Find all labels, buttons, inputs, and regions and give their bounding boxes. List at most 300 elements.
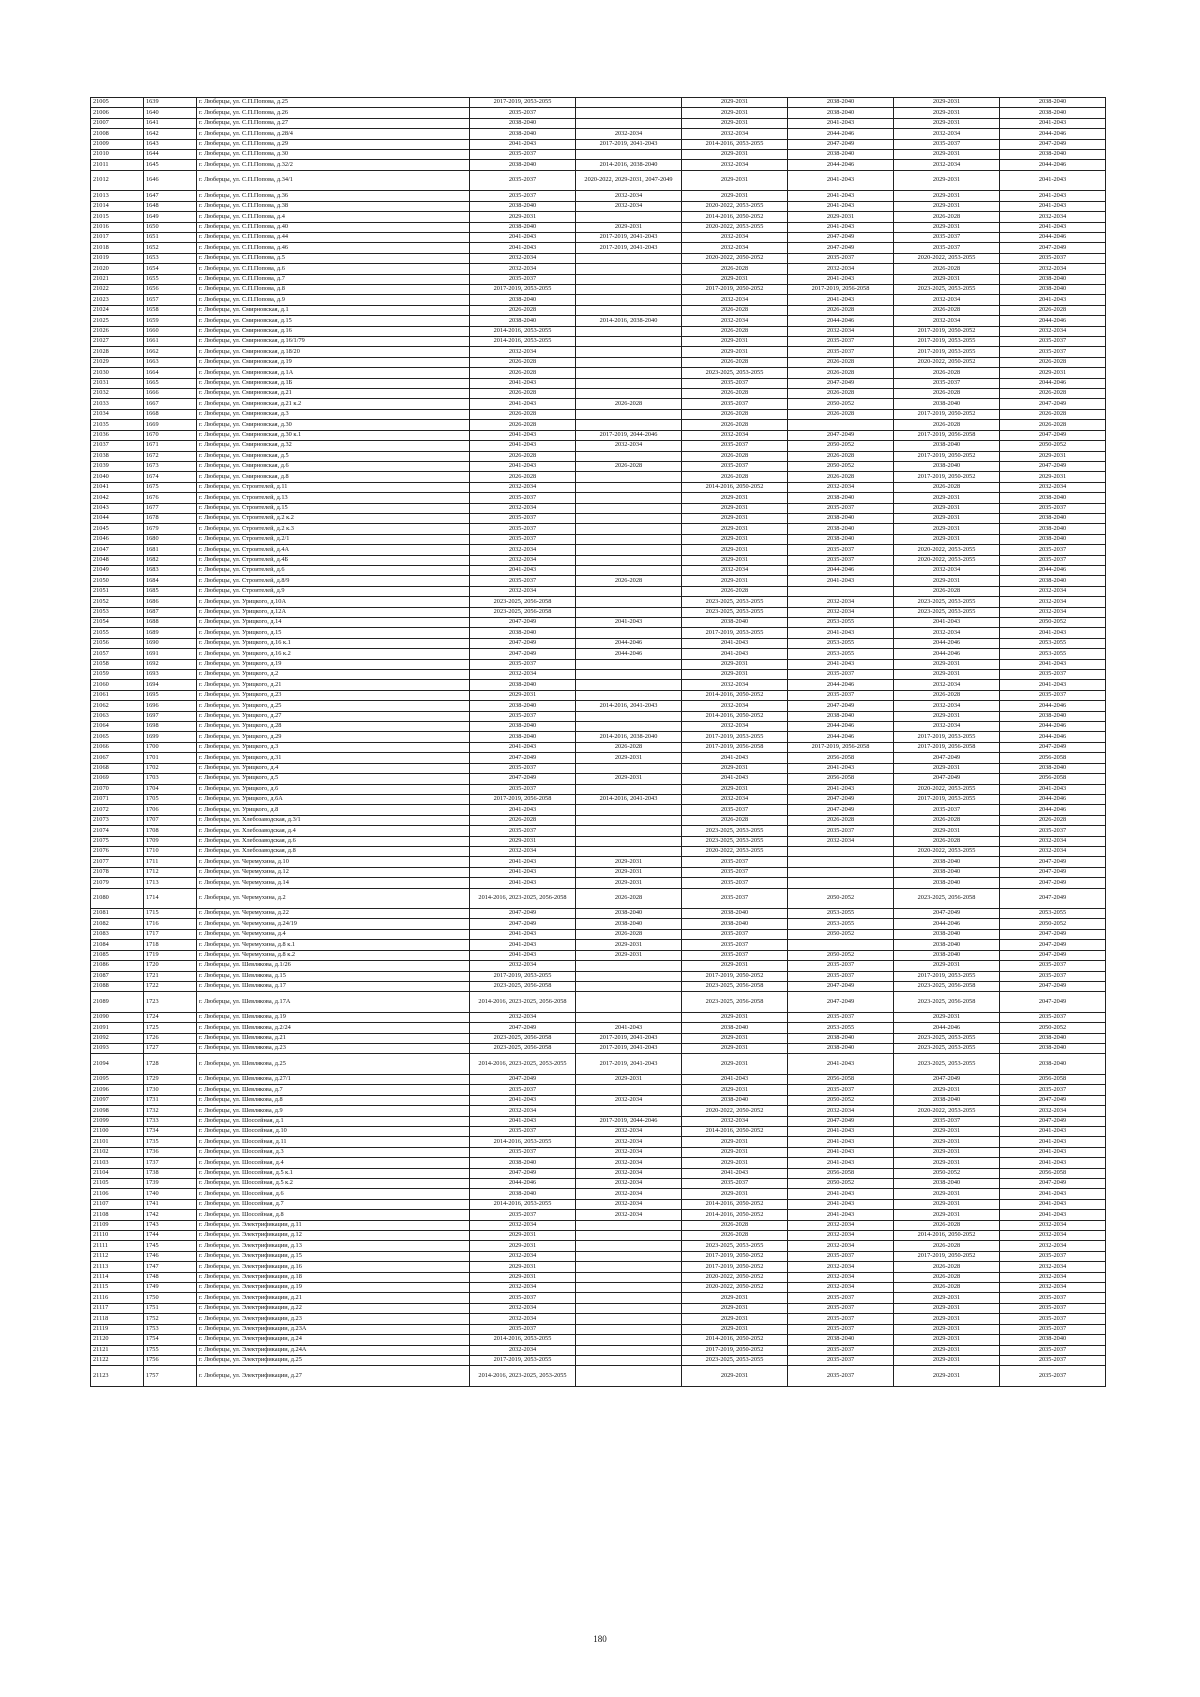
table-cell: г. Люберцы, ул. Шевлякова, д.27/1 [197,1074,470,1084]
table-row [91,649,1106,659]
table-cell: 1722 [144,981,197,991]
table-cell: 2047-2049 [1000,1116,1106,1126]
table-row [91,1158,1106,1168]
table-cell: 2026-2028 [576,929,682,939]
table-cell: 2035-2037 [470,108,576,118]
table-cell [576,1220,682,1230]
table-cell: 2038-2040 [894,940,1000,950]
table-cell: 1699 [144,732,197,742]
table-cell: 2035-2037 [788,1314,894,1324]
table-cell [576,763,682,773]
table-cell: 2017-2019, 2050-2052 [682,1345,788,1355]
table-cell: 2014-2016, 2053-2055 [682,139,788,149]
table-row [91,1044,1106,1054]
table-cell: 2032-2034 [1000,1231,1106,1241]
table-cell: 1679 [144,524,197,534]
table-cell: 2029-2031 [894,1158,1000,1168]
table-cell: г. Люберцы, ул. Смирновская, д.1Б [197,378,470,388]
table-cell: 1671 [144,441,197,451]
table-cell: 2023-2025, 2056-2058 [470,981,576,991]
table-row [91,326,1106,336]
table-cell: 2029-2031 [894,763,1000,773]
table-cell: 2041-2043 [1000,1158,1106,1168]
table-cell: 2038-2040 [470,316,576,326]
table-cell: 1750 [144,1293,197,1303]
table-cell [576,1303,682,1313]
table-cell: г. Люберцы, ул. С.П.Попова, д.30 [197,150,470,160]
table-cell: 1656 [144,285,197,295]
table-cell: 21059 [91,670,144,680]
table-cell: 2032-2034 [576,1189,682,1199]
table-cell: 21100 [91,1126,144,1136]
table-cell: 2020-2022, 2050-2052 [682,1283,788,1293]
table-cell: 2029-2031 [576,867,682,877]
table-cell: 2017-2019, 2041-2043 [576,243,682,253]
table-cell: 2029-2031 [576,1074,682,1084]
table-cell: 2032-2034 [1000,597,1106,607]
table-cell: 2026-2028 [894,368,1000,378]
table-row [91,118,1106,128]
table-cell: 2026-2028 [788,389,894,399]
table-row [91,1366,1106,1387]
table-row [91,815,1106,825]
table-cell: 2041-2043 [470,950,576,960]
table-row [91,378,1106,388]
table-cell: 2047-2049 [1000,243,1106,253]
table-cell: 2047-2049 [470,1168,576,1178]
table-cell [576,1345,682,1355]
table-cell: 2038-2040 [1000,576,1106,586]
table-cell: 21114 [91,1272,144,1282]
table-cell: 2041-2043 [788,659,894,669]
table-cell: 2029-2031 [470,1272,576,1282]
table-cell: 2038-2040 [894,441,1000,451]
table-cell: 2026-2028 [1000,357,1106,367]
table-cell: 2020-2022, 2053-2055 [894,253,1000,263]
table-cell: 2020-2022, 2053-2055 [894,784,1000,794]
table-cell [576,534,682,544]
table-cell: 2035-2037 [894,232,1000,242]
table-cell: 2035-2037 [1000,670,1106,680]
table-cell: 2035-2037 [788,1085,894,1095]
table-cell [576,118,682,128]
register-table-body [91,98,1106,1387]
table-cell: 21046 [91,534,144,544]
table-cell: 2035-2037 [894,805,1000,815]
table-cell: 2026-2028 [576,461,682,471]
table-cell [576,212,682,222]
table-cell: 2029-2031 [470,1241,576,1251]
table-cell: 2032-2034 [788,836,894,846]
table-cell: 21040 [91,472,144,482]
table-cell: 2032-2034 [894,628,1000,638]
table-cell: г. Люберцы, ул. Строителей, д.11 [197,482,470,492]
table-cell: 2026-2028 [1000,815,1106,825]
table-cell: 1672 [144,451,197,461]
table-cell: г. Люберцы, ул. Смирновская, д.8 [197,472,470,482]
table-cell [576,1324,682,1334]
table-cell: 2032-2034 [470,264,576,274]
table-cell: 2029-2031 [894,524,1000,534]
table-cell: 2041-2043 [788,784,894,794]
table-cell: 2038-2040 [470,680,576,690]
table-cell: 2035-2037 [788,1366,894,1387]
table-row [91,420,1106,430]
table-cell: г. Люберцы, ул. С.П.Попова, д.38 [197,201,470,211]
table-cell: 21031 [91,378,144,388]
table-cell: 1700 [144,742,197,752]
table-cell: 1748 [144,1272,197,1282]
table-cell: 2020-2022, 2029-2031, 2047-2049 [576,170,682,191]
table-cell [576,357,682,367]
table-cell: 2047-2049 [788,1116,894,1126]
table-cell: 2032-2034 [1000,607,1106,617]
table-cell: 21011 [91,160,144,170]
table-cell: г. Люберцы, ул. Урицкого, д.16 к.2 [197,649,470,659]
table-cell: 2029-2031 [576,753,682,763]
table-cell [788,878,894,888]
table-cell: 2032-2034 [682,722,788,732]
table-cell: 21044 [91,513,144,523]
table-cell: 2035-2037 [470,784,576,794]
table-cell: 21014 [91,201,144,211]
table-row [91,212,1106,222]
table-cell: 2041-2043 [470,857,576,867]
table-cell: 2035-2037 [1000,1345,1106,1355]
table-cell: 2038-2040 [894,929,1000,939]
table-cell: 2038-2040 [1000,763,1106,773]
table-cell: 2035-2037 [788,253,894,263]
table-cell: 1725 [144,1023,197,1033]
table-cell: 2047-2049 [1000,878,1106,888]
table-cell: г. Люберцы, ул. Шевлякова, д.1/26 [197,961,470,971]
table-cell: 2038-2040 [894,1095,1000,1105]
table-cell: 2038-2040 [894,857,1000,867]
table-cell: 2032-2034 [470,586,576,596]
table-cell: 21090 [91,1012,144,1022]
table-cell: 2032-2034 [788,1241,894,1251]
table-row [91,337,1106,347]
table-cell: 21039 [91,461,144,471]
table-cell: 2032-2034 [576,129,682,139]
table-cell: 1743 [144,1220,197,1230]
table-row [91,1106,1106,1116]
table-cell: г. Люберцы, ул. Строителей, д.4А [197,545,470,555]
table-cell: 2038-2040 [894,950,1000,960]
table-cell: 2035-2037 [470,826,576,836]
table-cell: г. Люберцы, ул. Шоссейная, д.10 [197,1126,470,1136]
table-cell: 1713 [144,878,197,888]
table-cell: 21027 [91,337,144,347]
table-row [91,1168,1106,1178]
table-cell [576,389,682,399]
table-cell: 2029-2031 [682,98,788,108]
table-cell [576,722,682,732]
table-cell: 2032-2034 [1000,1272,1106,1282]
table-cell: 21036 [91,430,144,440]
table-cell: 1657 [144,295,197,305]
table-cell: 2035-2037 [788,337,894,347]
table-cell: 2044-2046 [1000,378,1106,388]
table-cell: 1718 [144,940,197,950]
table-cell: 2032-2034 [788,1283,894,1293]
table-cell: 1755 [144,1345,197,1355]
table-cell [576,1251,682,1261]
table-row [91,98,1106,108]
table-cell: 21092 [91,1033,144,1043]
table-cell: 2017-2019, 2041-2043 [576,139,682,149]
table-cell: 1689 [144,628,197,638]
table-cell: 2026-2028 [682,815,788,825]
table-cell: 2041-2043 [788,170,894,191]
table-cell: 2041-2043 [470,940,576,950]
table-cell: 21076 [91,846,144,856]
table-cell: 21097 [91,1095,144,1105]
table-cell: г. Люберцы, ул. Хлебозаводская, д.6 [197,836,470,846]
table-row [91,1231,1106,1241]
table-cell: г. Люберцы, ул. Смирновская, д.21 к.2 [197,399,470,409]
table-cell: 2038-2040 [576,909,682,919]
table-cell: 21038 [91,451,144,461]
table-cell: 1667 [144,399,197,409]
table-cell: 2044-2046 [576,638,682,648]
table-cell: г. Люберцы, ул. Шоссейная, д.4 [197,1158,470,1168]
table-cell: 21055 [91,628,144,638]
table-row [91,753,1106,763]
table-cell: 2026-2028 [470,451,576,461]
table-row [91,430,1106,440]
table-cell [576,524,682,534]
table-cell: 2044-2046 [788,160,894,170]
table-cell: г. Люберцы, ул. Шоссейная, д.3 [197,1147,470,1157]
table-cell: 2035-2037 [894,139,1000,149]
table-cell: 2053-2055 [788,649,894,659]
table-cell: 1682 [144,555,197,565]
table-cell: 1691 [144,649,197,659]
table-cell: 2041-2043 [1000,659,1106,669]
table-cell: г. Люберцы, ул. Черемухина, д.22 [197,909,470,919]
table-cell: 2035-2037 [470,150,576,160]
table-cell: 2038-2040 [1000,1033,1106,1043]
table-cell [576,805,682,815]
table-cell: г. Люберцы, ул. С.П.Попова, д.27 [197,118,470,128]
table-cell: 1705 [144,794,197,804]
table-cell: 2029-2031 [682,961,788,971]
table-cell: 2035-2037 [1000,545,1106,555]
table-cell: 2035-2037 [682,867,788,877]
table-row [91,929,1106,939]
table-cell: 2041-2043 [1000,1199,1106,1209]
table-row [91,971,1106,981]
table-cell: 2038-2040 [470,201,576,211]
table-cell: 2032-2034 [470,1251,576,1261]
table-cell: 2038-2040 [788,493,894,503]
table-cell: 2032-2034 [894,701,1000,711]
page-number: 180 [593,1634,607,1644]
table-row [91,638,1106,648]
table-cell: 21089 [91,992,144,1013]
table-cell: 2029-2031 [682,659,788,669]
table-cell: 1655 [144,274,197,284]
table-cell: 2038-2040 [788,524,894,534]
table-cell: 2029-2031 [788,212,894,222]
table-cell: 2029-2031 [576,950,682,960]
table-cell: 2047-2049 [470,919,576,929]
table-cell: 2044-2046 [894,638,1000,648]
table-cell: г. Люберцы, ул. Смирновская, д.5 [197,451,470,461]
table-cell: 2029-2031 [894,1210,1000,1220]
table-cell: 21016 [91,222,144,232]
table-cell: 21007 [91,118,144,128]
table-cell: 2020-2022, 2050-2052 [682,1272,788,1282]
table-cell [576,1241,682,1251]
table-cell: 2029-2031 [894,191,1000,201]
table-cell: 21061 [91,690,144,700]
table-cell: 21113 [91,1262,144,1272]
table-cell: 2047-2049 [1000,1179,1106,1189]
table-cell: 2026-2028 [894,482,1000,492]
table-cell: 2038-2040 [788,108,894,118]
table-cell [576,108,682,118]
table-cell: г. Люберцы, ул. Строителей, д.2/1 [197,534,470,544]
table-cell: 2032-2034 [682,295,788,305]
table-cell: 2029-2031 [470,1231,576,1241]
table-cell: 2029-2031 [894,1085,1000,1095]
table-cell: 1698 [144,722,197,732]
table-row [91,1023,1106,1033]
table-cell: 2017-2019, 2041-2043 [576,1054,682,1075]
table-cell: 2035-2037 [470,274,576,284]
table-cell: 2035-2037 [470,659,576,669]
table-cell: 21123 [91,1366,144,1387]
table-cell: 2035-2037 [470,1126,576,1136]
table-cell: 2035-2037 [1000,503,1106,513]
table-row [91,389,1106,399]
table-cell: 2053-2055 [788,638,894,648]
table-cell: г. Люберцы, ул. Черемухина, д.8 к.2 [197,950,470,960]
table-cell: 2047-2049 [1000,742,1106,752]
table-cell: 1752 [144,1314,197,1324]
table-cell: г. Люберцы, ул. Шевлякова, д.15 [197,971,470,981]
table-cell: 2032-2034 [682,232,788,242]
table-cell: 2026-2028 [682,420,788,430]
table-cell: 21048 [91,555,144,565]
table-cell: 2023-2025, 2053-2055 [682,836,788,846]
table-cell: 2038-2040 [470,628,576,638]
table-cell: 2056-2058 [788,753,894,763]
table-cell: 2029-2031 [470,690,576,700]
table-cell [576,628,682,638]
table-cell: 2023-2025, 2056-2058 [682,992,788,1013]
table-cell: 2029-2031 [894,118,1000,128]
table-cell: 2020-2022, 2053-2055 [894,1106,1000,1116]
table-cell: 2029-2031 [682,118,788,128]
table-cell: 2029-2031 [894,98,1000,108]
table-cell: 2032-2034 [1000,264,1106,274]
table-cell: г. Люберцы, ул. Хлебозаводская, д.8 [197,846,470,856]
table-cell: 2020-2022, 2053-2055 [894,545,1000,555]
table-cell: 2047-2049 [470,649,576,659]
table-cell: 21078 [91,867,144,877]
table-cell: 2029-2031 [894,1147,1000,1157]
table-cell: 21082 [91,919,144,929]
table-row [91,1199,1106,1209]
table-cell: 2032-2034 [470,670,576,680]
table-row [91,295,1106,305]
table-cell: 21023 [91,295,144,305]
table-cell: 1749 [144,1283,197,1293]
table-cell: 2026-2028 [576,888,682,909]
table-cell: 2029-2031 [894,826,1000,836]
table-cell: г. Люберцы, ул. Строителей, д.8/9 [197,576,470,586]
table-cell: 2035-2037 [894,378,1000,388]
table-cell: г. Люберцы, ул. С.П.Попова, д.40 [197,222,470,232]
table-cell: 2053-2055 [1000,638,1106,648]
table-cell: 2026-2028 [576,576,682,586]
table-cell: 2029-2031 [682,784,788,794]
table-cell: 2017-2019, 2056-2058 [788,742,894,752]
table-cell: 2026-2028 [470,815,576,825]
table-cell [576,326,682,336]
table-cell: 2032-2034 [788,1220,894,1230]
table-cell: 2041-2043 [788,1054,894,1075]
table-cell: 2029-2031 [894,274,1000,284]
table-cell: 2047-2049 [1000,950,1106,960]
table-cell: 1644 [144,150,197,160]
table-cell: 1684 [144,576,197,586]
table-cell: 2041-2043 [1000,680,1106,690]
table-cell: 2047-2049 [470,774,576,784]
table-cell: 1695 [144,690,197,700]
table-cell: 2029-2031 [894,1314,1000,1324]
table-cell: 1744 [144,1231,197,1241]
table-cell: 21028 [91,347,144,357]
table-cell: 2035-2037 [1000,1251,1106,1261]
table-row [91,274,1106,284]
table-cell: 2029-2031 [894,1303,1000,1313]
table-cell: 2029-2031 [682,670,788,680]
table-cell: 2035-2037 [788,1293,894,1303]
table-cell: 2041-2043 [470,243,576,253]
table-cell: 21029 [91,357,144,367]
table-cell: 2023-2025, 2053-2055 [894,1054,1000,1075]
table-row [91,1241,1106,1251]
table-cell: 2026-2028 [1000,420,1106,430]
table-cell: 1719 [144,950,197,960]
table-cell: 1654 [144,264,197,274]
table-row [91,1303,1106,1313]
table-cell: 2032-2034 [1000,482,1106,492]
table-cell: 2032-2034 [788,326,894,336]
table-row [91,794,1106,804]
table-cell: 2029-2031 [576,857,682,867]
table-cell: 2035-2037 [1000,690,1106,700]
table-row [91,1324,1106,1334]
table-cell: 2047-2049 [788,805,894,815]
table-cell: 2035-2037 [682,929,788,939]
table-cell: 2026-2028 [894,836,1000,846]
table-cell [788,940,894,950]
table-cell: 2041-2043 [470,805,576,815]
table-cell: 2020-2022, 2053-2055 [894,846,1000,856]
table-cell: 1688 [144,618,197,628]
table-cell: 2014-2016, 2023-2025, 2053-2055 [470,1366,576,1387]
table-cell: 2029-2031 [894,1366,1000,1387]
table-cell: 2032-2034 [682,701,788,711]
table-cell: 2026-2028 [894,586,1000,596]
table-cell: 2047-2049 [788,139,894,149]
table-cell: 2026-2028 [894,1241,1000,1251]
